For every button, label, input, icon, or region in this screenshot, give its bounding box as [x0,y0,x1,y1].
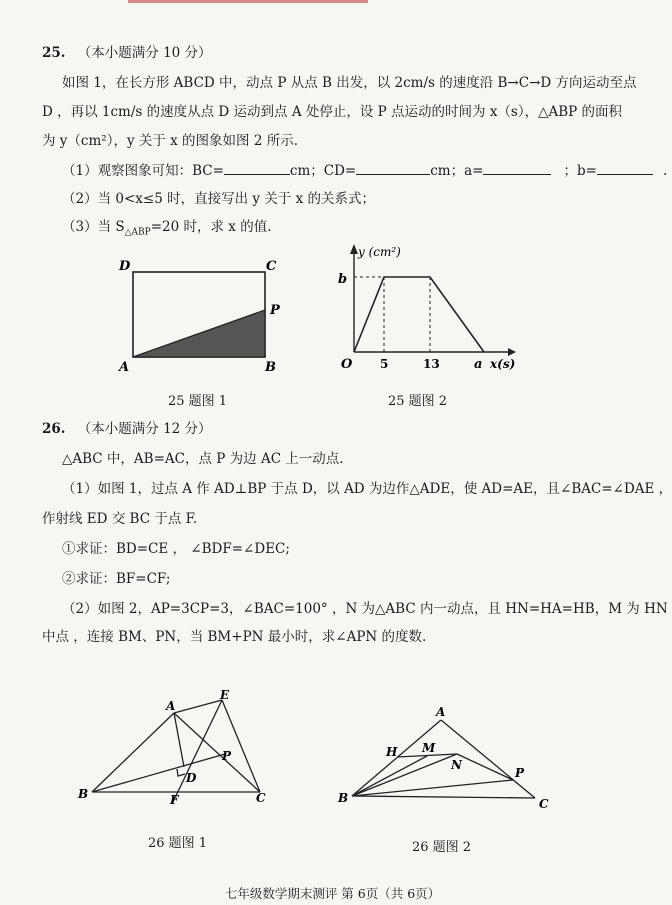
label-a: A [166,699,176,713]
label-p: P [222,749,232,763]
q26-header: （本小题满分 12 分） [77,421,212,437]
q25-part1-b: ；b= [563,163,597,179]
segment-ec [222,700,260,792]
label-d: D [186,771,197,785]
x-axis-arrow [508,348,516,356]
q26-figure-1 [70,688,280,816]
q25-number: 25. [42,45,66,61]
q26-figure-2 [330,700,565,818]
label-b-value: b [338,272,348,287]
label-p: P [270,303,280,318]
q25-part1-cm1: cm；CD= [289,163,357,179]
q26-caption-1: 26 题图 1 [148,836,208,851]
q25-header: （本小题满分 10 分） [77,45,212,61]
label-c: C [256,791,266,805]
q25-intro-3: 为 y（cm²），y 关于 x 的图象如图 2 所示. [42,133,299,149]
q25-part3-suffix: =20 时，求 x 的值. [150,219,272,235]
label-f: F [170,793,179,807]
q25-part1-prefix: （1）观察图象可知：BC= [62,163,224,179]
q26-intro: △ABC 中，AB=AC，点 P 为边 AC 上一动点. [62,451,344,467]
triangle-abp [133,310,265,357]
area-graph-line [354,277,484,352]
label-c: C [266,259,277,274]
label-d: D [119,259,131,274]
q26-sub-1: ①求证：BD=CE ， ∠BDF=∠DEC; [62,541,290,557]
segment-bc [352,796,535,798]
q25-part3-sub: △ABP [124,227,151,238]
label-m: M [422,741,436,755]
right-angle-mark [177,769,185,776]
q25-part2: （2）当 0<x≤5 时，直接写出 y 关于 x 的关系式； [62,191,375,207]
label-a: A [119,360,130,375]
scan-edge-mark [128,0,368,3]
label-a: A [436,705,446,719]
segment-pn [457,754,513,780]
q26-part1-b: 作射线 ED 交 BC 于点 F. [42,511,198,527]
q25-part1-cm2: cm；a= [430,163,484,179]
label-b: B [338,791,349,805]
answer-blank-b[interactable] [597,162,653,175]
q26-part1-a: （1）如图 1，过点 A 作 AD⊥BP 于点 D，以 AD 为边作△ADE，使 AD=AE，且∠BAC=∠DAE ， [62,481,672,497]
tick-5: 5 [380,357,389,371]
ray-ed [172,700,222,804]
y-axis-arrow [350,244,358,254]
label-p: P [515,766,525,780]
label-origin: O [341,357,353,372]
q25-figure-1 [110,252,290,377]
answer-blank-bc[interactable] [224,162,290,175]
q25-caption-1: 25 题图 1 [168,394,228,409]
label-e: E [220,688,230,702]
q26-title [42,420,212,438]
q26-part2-a: （2）如图 2，AP=3CP=3，∠BAC=100° ，N 为△ABC 内一动点，且 HN=HA=HB，M 为 HN [62,601,668,617]
q25-part1 [62,162,667,180]
answer-blank-cd[interactable] [356,162,430,175]
answer-blank-a[interactable] [483,162,551,175]
tick-13: 13 [423,357,440,371]
q25-title [42,44,212,62]
q26-sub-2: ②求证：BF=CF; [62,571,171,587]
label-a-value: a [474,357,483,372]
label-b: B [265,360,276,375]
label-h: H [386,745,398,759]
q25-caption-2: 25 题图 2 [388,394,448,409]
q25-part3 [62,218,272,242]
page-footer: 七年级数学期末测评 第 6页（共 6页） [224,886,441,901]
y-axis-label: y (cm²) [358,245,401,259]
label-n: N [451,758,462,772]
label-b: B [78,787,89,801]
q26-caption-2: 26 题图 2 [412,840,472,855]
q25-figure-2 [318,240,518,377]
q26-number: 26. [42,421,66,437]
q25-part1-end: . [662,163,668,179]
segment-bn [352,754,457,796]
q25-part3-prefix: （3）当 S [62,219,125,235]
label-c: C [539,797,549,811]
segment-ae [174,700,222,713]
q25-intro-1: 如图 1，在长方形 ABCD 中，动点 P 从点 B 出发，以 2cm/s 的速度沿 B→C→D 方向运动至点 [62,75,637,91]
q25-intro-2: D ，再以 1cm/s 的速度从点 D 运动到点 A 处停止，设 P 点运动的时间为 x（s），△ABP 的面积 [42,104,623,120]
q26-part2-b: 中点 ，连接 BM、PN，当 BM+PN 最小时，求∠APN 的度数. [42,629,427,645]
x-axis-label: x(s) [490,357,516,371]
